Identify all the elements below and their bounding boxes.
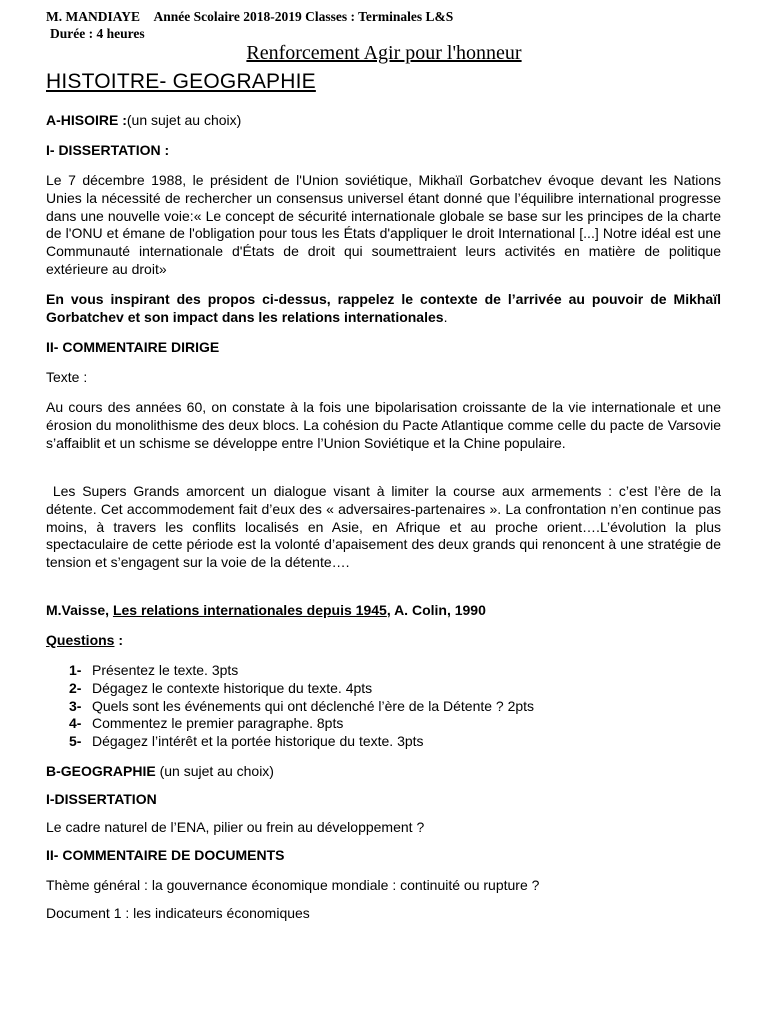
page-title: HISTOITRE- GEOGRAPHIE [46,70,316,93]
questions-heading [46,632,721,650]
question-text: Commentez le premier paragraphe. 8pts [92,715,344,732]
histoire-heading-label: A-HISOIRE : [46,112,127,128]
dissertation-instruction-text: En vous inspirant des propos ci-dessus, rappelez le contexte de l’arrivée au pouvoir de Mikhaïl Gorbatchev et son impact dans les relations internationales [46,291,721,325]
list-item [69,698,534,716]
list-item [69,733,534,751]
question-number: 5- [69,733,82,750]
geographie-heading-label: B-GEOGRAPHIE [46,763,156,779]
author-name: M. MANDIAYE [46,9,140,24]
source-author: M.Vaisse, [46,602,113,618]
question-text: Présentez le texte. 3pts [92,662,239,678]
question-number: 1- [69,662,82,678]
source-rest: , A. Colin, 1990 [386,602,486,618]
text-source [46,602,721,620]
header-line-1 [46,9,453,25]
questions-label: Questions [46,632,115,648]
geographie-heading-note: (un sujet au choix) [155,763,274,779]
geo-commentaire-heading: II- COMMENTAIRE DE DOCUMENTS [46,847,285,863]
source-title: Les relations internationales depuis 1945 [112,602,387,618]
dissertation-text: Le 7 décembre 1988, le président de l'Union soviétique, Mikhaïl Gorbatchev évoque devant les Nations Unies la nécessité de rechercher un consensus universel étant donné que l’équilibre international progresse dans une nouvelle voie:« Le concept de sécurité internationale globale se base sur les principes de la charte de l'ONU et émane de l'obligation pour tous les États d'appliquer le droit International [...] Notre idéal est une Communauté internationale d'États de droit qui soumettraient leurs activités en matière de politique extérieure au droit» [46,172,721,277]
geo-dissertation-text: Le cadre naturel de l’ENA, pilier ou frein au développement ? [46,819,425,835]
histoire-heading [46,112,721,130]
histoire-heading-note: (un sujet au choix) [126,112,242,128]
geo-document-1: Document 1 : les indicateurs économiques [46,905,310,921]
question-text: Dégagez l’intérêt et la portée historique du texte. 3pts [92,733,424,750]
school-year-classes: Année Scolaire 2018-2019 Classes : Terminales L&S [153,9,454,24]
texte-label: Texte : [46,369,88,385]
list-item [69,715,534,733]
question-text: Dégagez le contexte historique du texte. 4pts [92,679,373,696]
commentaire-heading: II- COMMENTAIRE DIRIGE [46,339,220,355]
dissertation-instruction [46,291,721,327]
dissertation-heading: I- DISSERTATION : [46,142,170,158]
text-paragraph-1: Au cours des années 60, on constate à la fois une bipolarisation croissante de la vie internationale et une érosion du monolithisme des deux blocs. La cohésion du Pacte Atlantique comme celle du pacte de Varsovie s’affaiblit et un schisme se développe entre l’Union Soviétique et la Chine populaire. [46,399,721,451]
duration: Durée : 4 heures [50,26,145,41]
list-item [69,662,534,680]
question-number: 4- [69,715,82,732]
question-number: 2- [69,679,82,696]
list-item [69,680,534,698]
questions-list [69,662,534,751]
question-number: 3- [69,697,82,714]
text-paragraph-2: Les Supers Grands amorcent un dialogue visant à limiter la course aux armements : c’est l’ère de la détente. Cet accommodement fait d’eux des « adversaires-partenaires ». La confrontation n’en continue pas moins, à travers les conflits localisés en Asie, en Afrique et au proche orient….L’évolution la plus spectaculaire de cette période est la volonté d’apaisement des deux grands qui renoncent à une stratégie de tension et s’engagent sur la voie de la détente…. [46,483,725,571]
question-text: Quels sont les événements qui ont déclenché l’ère de la Détente ? 2pts [92,697,535,714]
subtitle-text: Renforcement Agir pour l'honneur [246,42,522,64]
dissertation-instruction-end: . [443,308,448,325]
subtitle [0,42,768,65]
geo-dissertation-heading: I-DISSERTATION [46,791,157,807]
questions-colon: : [114,632,124,648]
geo-theme: Thème général : la gouvernance économique mondiale : continuité ou rupture ? [46,877,540,893]
geographie-heading [46,763,721,781]
